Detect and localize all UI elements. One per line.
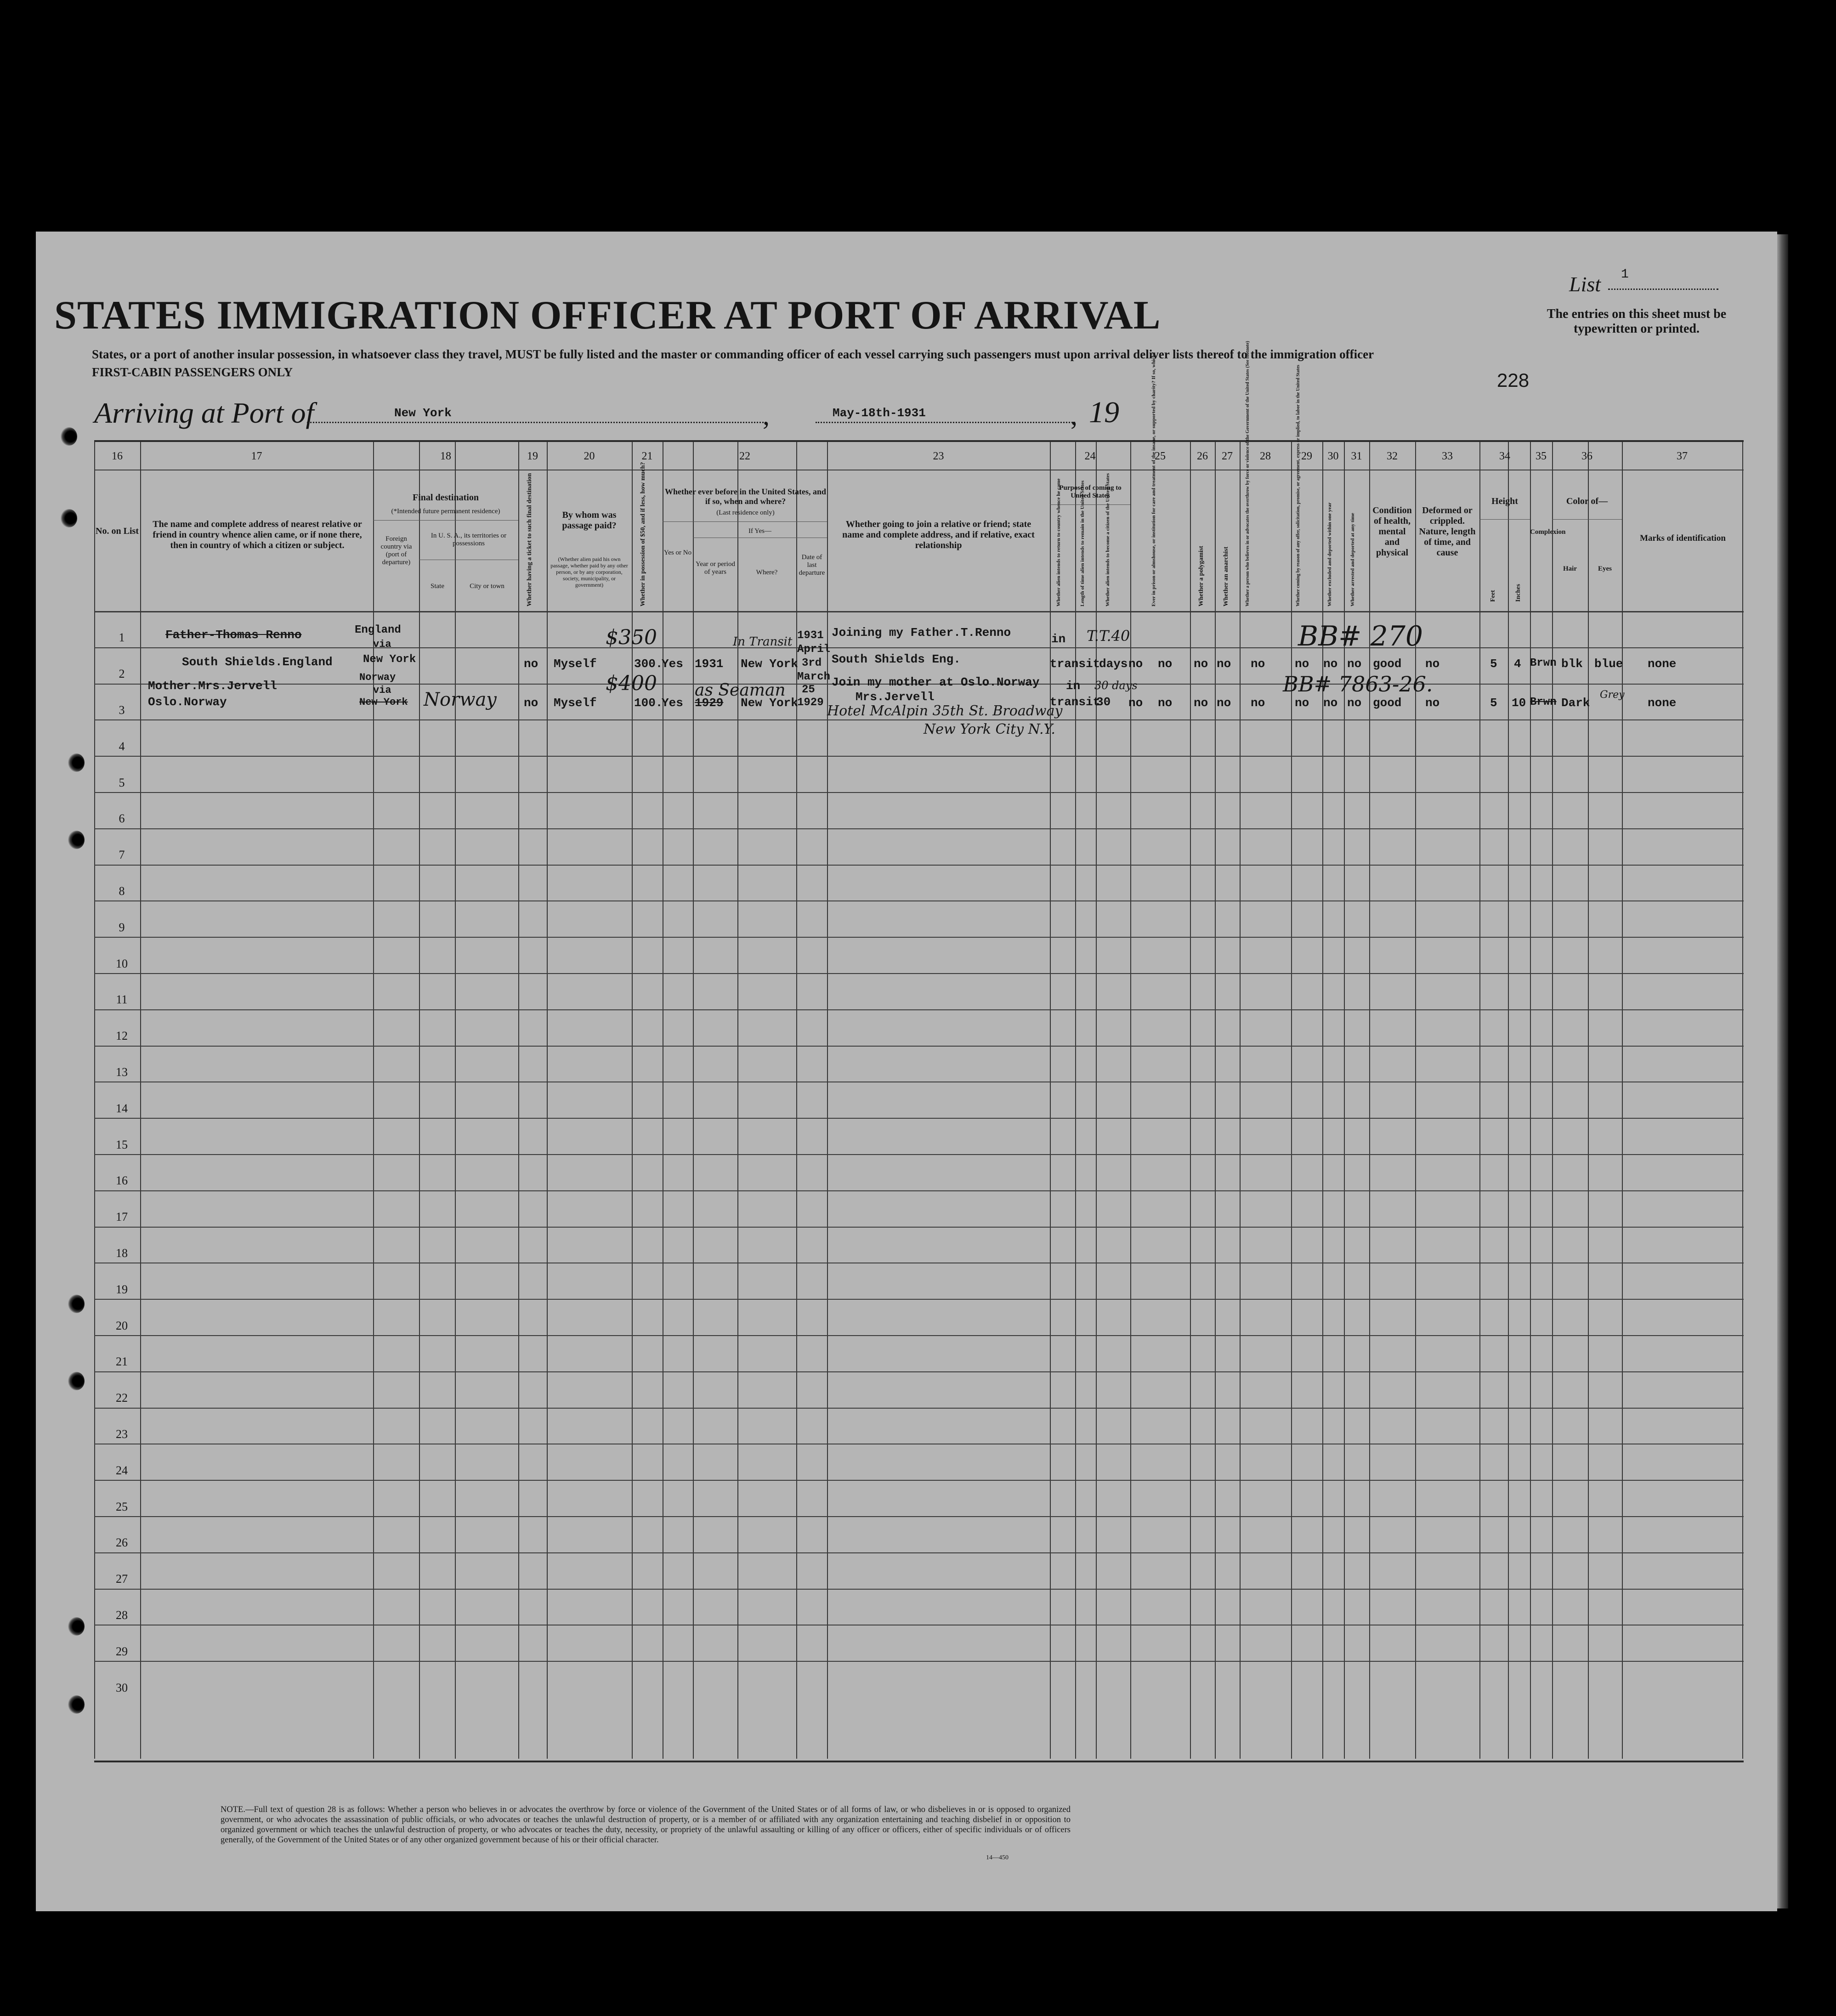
row2-length: 30 (1096, 695, 1111, 709)
header-hair: Hair (1563, 565, 1577, 572)
row1-state: New York (363, 653, 416, 666)
header-inches: Inches (1515, 584, 1522, 602)
column-number: 35 (1536, 450, 1547, 462)
row-divider (94, 828, 1744, 829)
column-number: 20 (584, 450, 595, 462)
row2-money-handwritten: $400 (606, 672, 657, 695)
row-number: 1 (119, 631, 125, 645)
column-divider (518, 442, 519, 1759)
punch-hole (61, 509, 77, 527)
column-divider (1190, 442, 1191, 1759)
row-number: 19 (116, 1282, 128, 1296)
header-if-yes: If Yes— (748, 527, 771, 535)
footnote: NOTE.—Full text of question 28 is as follows: Whether a person who believes in or advocates the overthrow by force or violence of the Government of the United States or of all forms of law, or who disbelieves in or is opposed to organized government, or who advocates the assassination of public officials, or who advocates or teaches the unlawful destruction of property, or is a member of or affiliated with any organization entertaining and teaching disbelief in or opposition to organized government or which teaches the unlawful destruction of property, or who advocates or teaches the duty, necessity, or propriety of the unlawful assaulting or killing of any officer or officers, either of specific individuals or of officers generally, of the Government of the United States or of any other organized government because of his or their official character. (221, 1805, 1071, 1845)
row-number: 17 (116, 1210, 128, 1224)
subheader-divider (663, 521, 827, 522)
row1-contract-labor: no (1295, 657, 1309, 671)
row1-inches: 4 (1514, 657, 1521, 671)
column-divider (1130, 442, 1131, 1759)
column-number: 32 (1387, 450, 1398, 462)
row2-relative-address: Oslo.Norway (148, 695, 227, 709)
header-final-destination: Final destination (413, 493, 479, 503)
column-number: 24 (1084, 450, 1096, 462)
row-number: 18 (116, 1246, 128, 1260)
row1-prison: no (1158, 657, 1173, 671)
passenger-class: FIRST-CABIN PASSENGERS ONLY (92, 365, 293, 379)
column-divider (1622, 442, 1623, 1759)
header-nearest-relative: The name and complete address of nearest relative or friend in country whence alien came, or if none there, then in country of which a citizen or subject. (153, 519, 362, 550)
punch-hole (68, 1295, 85, 1313)
row-number: 13 (116, 1065, 128, 1079)
row2-before: Yes (662, 696, 683, 710)
row1-deformed: no (1425, 657, 1440, 671)
row1-join-address: South Shields Eng. (832, 652, 961, 666)
row1-health: good (1373, 657, 1402, 671)
row1-departure-day: 3rd (802, 657, 822, 669)
port-underline (307, 422, 766, 423)
row-number: 14 (116, 1101, 128, 1115)
column-number: 37 (1677, 450, 1688, 462)
header-height: Height (1491, 496, 1518, 506)
form-number: 14—450 (986, 1854, 1009, 1861)
column-divider (455, 442, 456, 1759)
column-number: 29 (1301, 450, 1312, 462)
row1-ticket: no (524, 657, 538, 671)
row-divider (94, 792, 1744, 793)
row-number: 21 (116, 1355, 128, 1369)
row-number: 28 (116, 1608, 128, 1622)
column-number: 19 (527, 450, 538, 462)
row1-feet: 5 (1490, 657, 1497, 671)
row1-citizen: no (1128, 657, 1143, 671)
row-divider (94, 1480, 1744, 1481)
row-divider (94, 647, 1744, 648)
sheet-number: 228 (1497, 369, 1530, 391)
subheader-divider (1552, 519, 1622, 520)
row1-departure-month: April (797, 643, 831, 656)
row-divider (94, 1661, 1744, 1662)
column-divider (547, 442, 548, 1759)
page-title: STATES IMMIGRATION OFFICER AT PORT OF ARRIVAL (54, 293, 1161, 338)
row2-year-handwritten: as Seaman (695, 681, 786, 700)
column-divider (1508, 442, 1509, 1759)
row-number: 24 (116, 1463, 128, 1477)
arriving-label: Arriving at Port of (94, 396, 314, 429)
header-purpose-length: Length of time alien intends to remain in the United States (1080, 480, 1085, 606)
header-marks: Marks of identification (1640, 533, 1726, 543)
row2-money: 100. (634, 696, 663, 710)
row1-polygamist: no (1194, 657, 1208, 671)
row-divider (94, 719, 1744, 720)
column-number: 36 (1581, 450, 1592, 462)
row-number: 3 (119, 703, 125, 717)
row-divider (94, 1371, 1744, 1372)
row-number: 10 (116, 957, 128, 970)
row2-feet: 5 (1490, 696, 1497, 710)
row1-money: 300. (634, 657, 663, 671)
row2-polygamist: no (1194, 696, 1208, 710)
column-number: 22 (739, 450, 750, 462)
row-number: 27 (116, 1572, 128, 1586)
row2-citizen: no (1128, 696, 1143, 710)
column-divider (1050, 442, 1051, 1759)
column-number: 30 (1327, 450, 1339, 462)
header-date-departure: Date of last departure (799, 554, 825, 577)
row2-ticket: no (524, 696, 538, 710)
row2-complexion: Brwn (1530, 696, 1557, 708)
row2-deformed: no (1425, 696, 1440, 710)
column-number: 31 (1351, 450, 1362, 462)
header-contract-labor: Whether coming by reason of any offer, solicitation, promise, or agreement, express or implied, to labor in the United States (1296, 365, 1301, 606)
header-excluded: Whether excluded and deported within one year (1327, 502, 1332, 606)
row2-prison: no (1158, 696, 1173, 710)
row1-eyes: blue (1594, 657, 1623, 671)
row-number: 4 (119, 739, 125, 753)
row1-purpose: in (1051, 632, 1066, 646)
column-divider (1075, 442, 1076, 1759)
row-divider (94, 1118, 1744, 1119)
separator: , (1071, 400, 1077, 430)
row-number: 22 (116, 1391, 128, 1405)
row2-health: good (1373, 696, 1402, 710)
row2-overthrow: no (1251, 696, 1265, 710)
column-number: 23 (933, 450, 944, 462)
row1-money-handwritten: $350 (606, 626, 657, 649)
header-no-on-list: No. on List (96, 526, 139, 536)
row2-via: via (373, 685, 391, 696)
column-divider (1291, 442, 1292, 1759)
header-prison: Ever in prison or almshouse, or institution for care and treatment of the insane, or supported by charity? If so, which? (1151, 352, 1156, 606)
punch-hole (68, 831, 85, 849)
punch-hole (68, 1695, 85, 1714)
column-number: 28 (1260, 450, 1271, 462)
punch-hole (68, 753, 85, 772)
row2-paid-by: Myself (554, 696, 597, 710)
header-passage-note: (Whether alien paid his own passage, whether paid by any other person, or by any corporation, society, municipality, or government) (550, 556, 628, 588)
row1-year: 1931 (695, 657, 724, 671)
header-where: Where? (756, 569, 778, 576)
row-number: 6 (119, 812, 125, 826)
row1-arrested: no (1347, 657, 1362, 671)
row2-arrested: no (1347, 696, 1362, 710)
subheader-divider (1050, 504, 1130, 505)
row-divider (94, 1190, 1744, 1191)
header-passage-paid: By whom was passage paid? (562, 510, 617, 531)
arrival-date: May-18th-1931 (833, 406, 926, 420)
row1-bb-number: BB# 270 (1298, 620, 1423, 652)
row-divider (94, 937, 1744, 938)
row2-marks: none (1648, 696, 1677, 710)
row2-foreign-country: Norway (359, 672, 396, 683)
row2-join: Join my mother at Oslo.Norway (832, 675, 1040, 689)
row2-departure-day: 25 (802, 684, 815, 696)
row1-overthrow: no (1251, 657, 1265, 671)
column-number: 34 (1499, 450, 1510, 462)
header-final-destination-note: (*Intended future permanent residence) (391, 508, 500, 515)
row-divider (94, 1227, 1744, 1228)
row2-departure-year: 1929 (797, 697, 824, 709)
row-number: 12 (116, 1029, 128, 1043)
sheet-note: The entries on this sheet must be typewritten or printed. (1547, 307, 1727, 336)
row-number: 2 (119, 667, 125, 681)
row-number: 26 (116, 1536, 128, 1550)
row-number: 29 (116, 1644, 128, 1658)
row-divider (94, 1589, 1744, 1590)
row-divider (94, 1009, 1744, 1010)
row1-where-handwritten: In Transit (733, 635, 793, 649)
column-divider (1240, 442, 1241, 1759)
instruction-text: States, or a port of another insular possession, in whatsoever class they travel, MUST be fully listed and the master or commanding officer of each vessel carrying such passengers must upon arrival deliver lists thereof to the immigration officer (92, 347, 1374, 361)
header-anarchist: Whether an anarchist (1223, 546, 1230, 606)
row-divider (94, 1552, 1744, 1553)
row-divider (94, 973, 1744, 974)
row-number: 25 (116, 1500, 128, 1513)
header-health: Condition of health, mental and physical (1372, 505, 1412, 558)
row1-join: Joining my Father.T.Renno (832, 626, 1011, 640)
header-purpose-citizen: Whether alien intends to become a citizen of the United States (1105, 473, 1111, 606)
punch-hole (68, 1372, 85, 1390)
column-divider (419, 442, 420, 1759)
column-divider (827, 442, 828, 1759)
row-divider (94, 1335, 1744, 1336)
row2-excluded: no (1323, 696, 1338, 710)
subheader-divider (1479, 519, 1530, 520)
row2-state-handwritten: Norway (424, 689, 497, 710)
header-bottom (94, 611, 1744, 612)
column-divider (1742, 442, 1743, 1759)
row2-join-city: New York City N.Y. (924, 721, 1055, 737)
header-ticket: Whether having a ticket to such final destination (526, 473, 533, 606)
sheet-edge (1777, 234, 1788, 1908)
row-divider (94, 1046, 1744, 1047)
row1-hair: blk (1561, 657, 1583, 671)
column-divider (1479, 442, 1480, 1759)
column-number: 27 (1222, 450, 1233, 462)
header-color-of: Color of— (1566, 496, 1608, 506)
row-divider (94, 1516, 1744, 1517)
list-number: 1 (1621, 267, 1629, 282)
header-purpose: Purpose of coming to United States (1059, 484, 1122, 499)
row-number: 9 (119, 920, 125, 934)
row1-foreign-country: England (355, 624, 401, 636)
header-polygamist: Whether a polygamist (1198, 546, 1205, 606)
row1-anarchist: no (1217, 657, 1231, 671)
row1-excluded: no (1323, 657, 1338, 671)
row2-length-handwritten: 30 days (1094, 679, 1138, 692)
punch-hole (61, 427, 77, 446)
header-feet: Feet (1490, 590, 1496, 602)
row1-departure: 1931 (797, 629, 824, 642)
row2-bb-number: BB# 7863-26. (1283, 672, 1433, 697)
header-deformed: Deformed or crippled. Nature, length of time, and cause (1419, 505, 1476, 558)
header-complexion: Complexion (1530, 528, 1566, 536)
row-number: 23 (116, 1427, 128, 1441)
row-divider (94, 865, 1744, 866)
row-number: 8 (119, 884, 125, 898)
row1-marks: none (1648, 657, 1677, 671)
column-number: 18 (440, 450, 451, 462)
row2-join-hotel: Hotel McAlpin 35th St. Broadway (827, 703, 1063, 719)
row1-purpose-transit: transit (1050, 657, 1100, 671)
column-number: 16 (112, 450, 123, 462)
row1-length: days (1099, 657, 1128, 671)
row2-join-name: Mrs.Jervell (856, 690, 935, 704)
row-number: 7 (119, 848, 125, 862)
row-number: 30 (116, 1681, 128, 1694)
punch-hole (68, 1617, 85, 1636)
column-number: 26 (1197, 450, 1208, 462)
column-divider (693, 442, 694, 1759)
column-divider (1588, 442, 1589, 1759)
row2-year: 1929 (695, 696, 724, 710)
column-number: 17 (251, 450, 262, 462)
header-overthrow: Whether a person who believes in or advocates the overthrow by force or violence of the Government of the United States (See footnote) (1245, 341, 1250, 606)
header-foreign-country: Foreign country via (port of departure) (380, 535, 412, 566)
header-eyes: Eyes (1598, 565, 1612, 572)
row2-departure-month: March (797, 671, 831, 683)
row1-before: Yes (662, 657, 683, 671)
row1-relative-address: South Shields.England (182, 655, 333, 669)
row-divider (94, 1299, 1744, 1300)
row2-port: New York (359, 697, 408, 708)
row-divider (94, 900, 1744, 901)
column-divider (1530, 442, 1531, 1759)
header-purpose-return: Whether alien intends to return to country whence he came (1056, 478, 1061, 606)
header-ever-before-note: (Last residence only) (716, 509, 775, 516)
row2-eyes: Grey (1600, 689, 1625, 701)
header-yes-no: Yes or No (663, 549, 692, 556)
row-number: 16 (116, 1174, 128, 1188)
column-number: 25 (1155, 450, 1166, 462)
row2-contract-labor: no (1295, 696, 1309, 710)
row-number: 15 (116, 1138, 128, 1151)
row1-where: New York (741, 657, 798, 671)
row2-anarchist: no (1217, 696, 1231, 710)
row-divider (94, 1408, 1744, 1409)
header-join-relative: Whether going to join a relative or friend; state name and complete address, and if relative, exact relationship (842, 519, 1035, 550)
header-year: Year or period of years (696, 561, 735, 576)
date-underline (816, 422, 1075, 423)
row2-hair: Dark (1561, 696, 1590, 710)
row2-where: New York (741, 696, 798, 710)
separator: , (763, 400, 770, 430)
row1-paid-by: Myself (554, 657, 597, 671)
row-number: 11 (116, 993, 128, 1007)
header-arrested: Whether arrested and deported at any time (1350, 513, 1355, 606)
column-divider (1215, 442, 1216, 1759)
row-divider (94, 756, 1744, 757)
row1-complexion: Brwn (1530, 657, 1557, 669)
column-divider (1552, 442, 1553, 1759)
row1-relative: Father-Thomas Renno (165, 628, 302, 642)
row1-purpose-handwritten: T.T.40 (1087, 627, 1130, 645)
row2-purpose: in (1066, 679, 1081, 693)
row2-inches: 10 (1512, 696, 1526, 710)
port-value: New York (394, 406, 452, 420)
row-divider (94, 1154, 1744, 1155)
column-number: 33 (1442, 450, 1453, 462)
header-ever-before: Whether ever before in the United States, and if so, when and where? (665, 487, 826, 506)
row2-purpose-transit: transit (1050, 695, 1100, 709)
list-underline (1608, 289, 1718, 290)
header-money: Whether in possession of $50, and if less, how much? (640, 462, 646, 606)
row-number: 5 (119, 776, 125, 789)
row-number: 20 (116, 1319, 128, 1332)
column-number: 21 (641, 450, 653, 462)
header-in-usa: In U. S. A., its territories or possessions (431, 532, 507, 547)
header-state: State (431, 583, 444, 590)
row2-relative: Mother.Mrs.Jervell (148, 679, 277, 693)
subheader-divider (373, 520, 518, 521)
header-city: City or town (470, 583, 504, 590)
list-label: List (1569, 272, 1601, 296)
row1-via: via (373, 639, 391, 650)
year-prefix: 19 (1089, 396, 1119, 429)
